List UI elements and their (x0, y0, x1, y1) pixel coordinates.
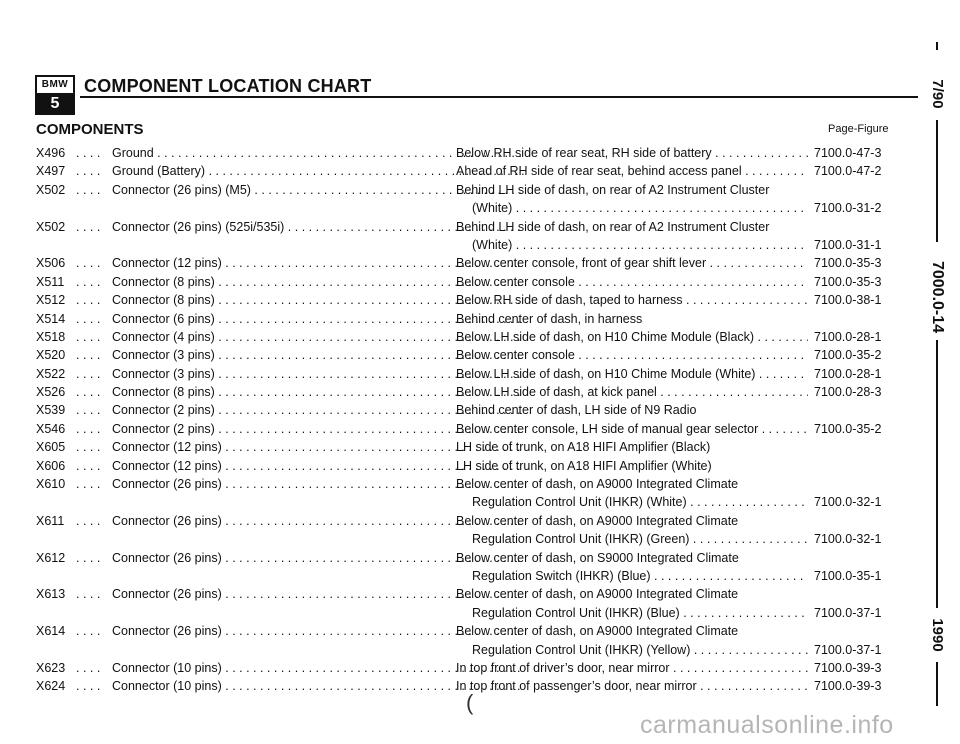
code-leader-dots: . . . . (76, 293, 101, 308)
component-description: Connector (26 pins) (M5) . . . (112, 181, 524, 199)
sidebar-year-label: 1990 (929, 618, 946, 652)
component-location: Regulation Control Unit (IHKR) (Yellow) . . . (472, 641, 808, 659)
component-code: X610 (36, 477, 66, 492)
component-location: Ahead of RH side of rear seat, behind access panel . . . (456, 162, 808, 180)
logo-brand-text: BMW (37, 77, 73, 95)
table-row (36, 328, 896, 346)
table-row (36, 567, 896, 585)
component-location: Behind center of dash, in harness (456, 311, 643, 326)
component-location: Regulation Switch (IHKR) (Blue) . . . (472, 567, 808, 585)
table-row (36, 622, 896, 640)
page-figure-ref: 7100.0-38-1 (814, 293, 882, 308)
section-title: COMPONENTS (36, 121, 144, 138)
table-row (36, 162, 896, 180)
table-row (36, 641, 896, 659)
table-row (36, 273, 896, 291)
code-leader-dots: . . . . (76, 513, 101, 528)
page-figure-ref: 7100.0-32-1 (814, 532, 882, 547)
component-location: Below center console . . . (456, 346, 808, 364)
component-location: Below center of dash, on A9000 Integrated Climate (456, 624, 739, 639)
code-leader-dots: . . . . (76, 182, 101, 197)
component-location: Behind LH side of dash, on rear of A2 Instrument Cluster (456, 182, 770, 197)
table-row (36, 254, 896, 272)
page-figure-ref: 7100.0-31-2 (814, 201, 882, 216)
component-location: Below center of dash, on A9000 Integrated Climate (456, 513, 739, 528)
page-figure-ref: 7100.0-35-2 (814, 348, 882, 363)
component-code: X624 (36, 679, 66, 694)
component-location: Regulation Control Unit (IHKR) (Green) . . . (472, 530, 808, 548)
component-description: Connector (26 pins) . . . (112, 622, 524, 640)
page-figure-ref: 7100.0-35-2 (814, 421, 882, 436)
component-location: In top front of passenger’s door, near mirror . . . (456, 677, 808, 695)
component-code: X612 (36, 550, 66, 565)
component-location: Below LH side of dash, at kick panel . . . (456, 383, 808, 401)
component-location: Below center console, front of gear shift lever . . . (456, 254, 808, 272)
table-row (36, 236, 896, 254)
stray-paren-mark: ( (466, 690, 474, 715)
component-location: LH side of trunk, on A18 HIFI Amplifier (Black) (456, 440, 711, 455)
code-leader-dots: . . . . (76, 164, 101, 179)
component-description: Connector (26 pins) . . . (112, 512, 524, 530)
component-location: LH side of trunk, on A18 HIFI Amplifier (White) (456, 458, 712, 473)
table-row (36, 310, 896, 328)
component-code: X502 (36, 219, 66, 234)
component-location: Behind center of dash, LH side of N9 Radio (456, 403, 697, 418)
page-figure-ref: 7100.0-32-1 (814, 495, 882, 510)
page-figure-ref: 7100.0-37-1 (814, 605, 882, 620)
component-location: Regulation Control Unit (IHKR) (White) . . . (472, 493, 808, 511)
page-figure-ref: 7100.0-35-3 (814, 256, 882, 271)
table-row (36, 457, 896, 475)
code-leader-dots: . . . . (76, 256, 101, 271)
sidebar-page-number: 7000.0-14 (929, 260, 946, 334)
component-description: Connector (26 pins) (525i/535i) . . . (112, 218, 524, 236)
page-figure-ref: 7100.0-28-3 (814, 385, 882, 400)
table-row (36, 604, 896, 622)
code-leader-dots: . . . . (76, 624, 101, 639)
page-title: COMPONENT LOCATION CHART (84, 76, 372, 96)
code-leader-dots: . . . . (76, 440, 101, 455)
sidebar-rule-top (936, 42, 938, 50)
bmw-5-logo (35, 75, 75, 115)
code-leader-dots: . . . . (76, 311, 101, 326)
component-description: Connector (10 pins) . . . (112, 659, 524, 677)
component-description: Connector (26 pins) . . . (112, 585, 524, 603)
component-location: Below LH side of dash, on H10 Chime Module (Black) . . . (456, 328, 808, 346)
table-row (36, 493, 896, 511)
component-description: Connector (12 pins) . . . (112, 457, 524, 475)
code-leader-dots: . . . . (76, 403, 101, 418)
table-row (36, 530, 896, 548)
component-code: X514 (36, 311, 66, 326)
component-code: X496 (36, 146, 66, 160)
page-figure-ref: 7100.0-35-1 (814, 568, 882, 583)
code-leader-dots: . . . . (76, 660, 101, 675)
sidebar-rule-middle (936, 340, 938, 608)
component-code: X497 (36, 164, 66, 179)
table-row (36, 512, 896, 530)
component-location: Behind LH side of dash, on rear of A2 Instrument Cluster (456, 219, 770, 234)
table-row (36, 181, 896, 199)
code-leader-dots: . . . . (76, 458, 101, 473)
code-leader-dots: . . . . (76, 477, 101, 492)
component-code: X539 (36, 403, 66, 418)
page-figure-ref: 7100.0-47-2 (814, 164, 882, 179)
component-code: X546 (36, 421, 66, 436)
title-underline-rule (80, 96, 918, 98)
table-row (36, 585, 896, 603)
component-code: X512 (36, 293, 66, 308)
component-location: Below center console . . . (456, 273, 808, 291)
component-description: Connector (8 pins) . . . (112, 273, 524, 291)
component-description: Connector (8 pins) . . . (112, 291, 524, 309)
code-leader-dots: . . . . (76, 274, 101, 289)
component-code: X506 (36, 256, 66, 271)
component-code: X502 (36, 182, 66, 197)
component-code: X605 (36, 440, 66, 455)
component-description: Connector (6 pins) . . . (112, 310, 524, 328)
logo-series-number: 5 (37, 94, 73, 113)
watermark-text: carmanualsonline.info (640, 711, 894, 739)
component-description: Connector (26 pins) . . . (112, 475, 524, 493)
component-description: Connector (2 pins) . . . (112, 420, 524, 438)
component-description: Connector (3 pins) . . . (112, 365, 524, 383)
page-figure-ref: 7100.0-31-1 (814, 237, 882, 252)
page-figure-ref: 7100.0-37-1 (814, 642, 882, 657)
code-leader-dots: . . . . (76, 587, 101, 602)
component-code: X613 (36, 587, 66, 602)
code-leader-dots: . . . . (76, 550, 101, 565)
table-row (36, 438, 896, 456)
code-leader-dots: . . . . (76, 421, 101, 436)
component-description: Ground . . . (112, 144, 524, 162)
component-location: Below center console, LH side of manual gear selector . . . (456, 420, 808, 438)
component-description: Connector (4 pins) . . . (112, 328, 524, 346)
table-row (36, 291, 896, 309)
table-row (36, 218, 896, 236)
page-figure-ref: 7100.0-35-3 (814, 274, 882, 289)
table-row (36, 475, 896, 493)
component-location: Below RH side of rear seat, RH side of battery . . . (456, 144, 808, 162)
component-location: Below center of dash, on A9000 Integrated Climate (456, 477, 739, 492)
component-description: Connector (8 pins) . . . (112, 383, 524, 401)
page-figure-ref: 7100.0-47-3 (814, 146, 882, 160)
page-figure-ref: 7100.0-39-3 (814, 679, 882, 694)
table-row (36, 549, 896, 567)
component-description: Connector (10 pins) . . . (112, 677, 524, 695)
page-figure-ref: 7100.0-28-1 (814, 329, 882, 344)
component-code: X520 (36, 348, 66, 363)
table-row (36, 144, 896, 162)
component-location: (White) . . . (472, 199, 808, 217)
component-code: X611 (36, 513, 65, 528)
sidebar-rule-upper (936, 120, 938, 242)
page-figure-ref: 7100.0-39-3 (814, 660, 882, 675)
component-description: Connector (26 pins) . . . (112, 549, 524, 567)
component-description: Connector (12 pins) . . . (112, 254, 524, 272)
code-leader-dots: . . . . (76, 146, 101, 160)
component-description: Connector (2 pins) . . . (112, 401, 524, 419)
code-leader-dots: . . . . (76, 219, 101, 234)
table-row (36, 383, 896, 401)
component-code: X511 (36, 274, 65, 289)
sidebar-date-label: 7/90 (929, 79, 946, 109)
component-location: Regulation Control Unit (IHKR) (Blue) . . . (472, 604, 808, 622)
sidebar-rule-bottom (936, 662, 938, 706)
code-leader-dots: . . . . (76, 385, 101, 400)
component-location: Below center of dash, on A9000 Integrated Climate (456, 587, 739, 602)
component-location: Below RH side of dash, taped to harness . . . (456, 291, 808, 309)
component-location: (White) . . . (472, 236, 808, 254)
table-row (36, 199, 896, 217)
table-row (36, 401, 896, 419)
component-description: Connector (3 pins) . . . (112, 346, 524, 364)
code-leader-dots: . . . . (76, 679, 101, 694)
page-figure-column-heading: Page-Figure (828, 123, 889, 135)
component-description: Ground (Battery) . . . (112, 162, 524, 180)
component-code: X518 (36, 329, 66, 344)
table-row (36, 659, 896, 677)
code-leader-dots: . . . . (76, 348, 101, 363)
component-location: In top front of driver’s door, near mirror . . . (456, 659, 808, 677)
component-code: X522 (36, 366, 66, 381)
code-leader-dots: . . . . (76, 329, 101, 344)
component-location: Below LH side of dash, on H10 Chime Module (White) . . . (456, 365, 808, 383)
component-code: X623 (36, 660, 66, 675)
component-table (36, 144, 896, 696)
table-row (36, 420, 896, 438)
table-row (36, 346, 896, 364)
table-row (36, 365, 896, 383)
code-leader-dots: . . . . (76, 366, 101, 381)
page-figure-ref: 7100.0-28-1 (814, 366, 882, 381)
component-description: Connector (12 pins) . . . (112, 438, 524, 456)
component-location: Below center of dash, on S9000 Integrated Climate (456, 550, 739, 565)
component-code: X606 (36, 458, 66, 473)
component-code: X526 (36, 385, 66, 400)
component-code: X614 (36, 624, 66, 639)
